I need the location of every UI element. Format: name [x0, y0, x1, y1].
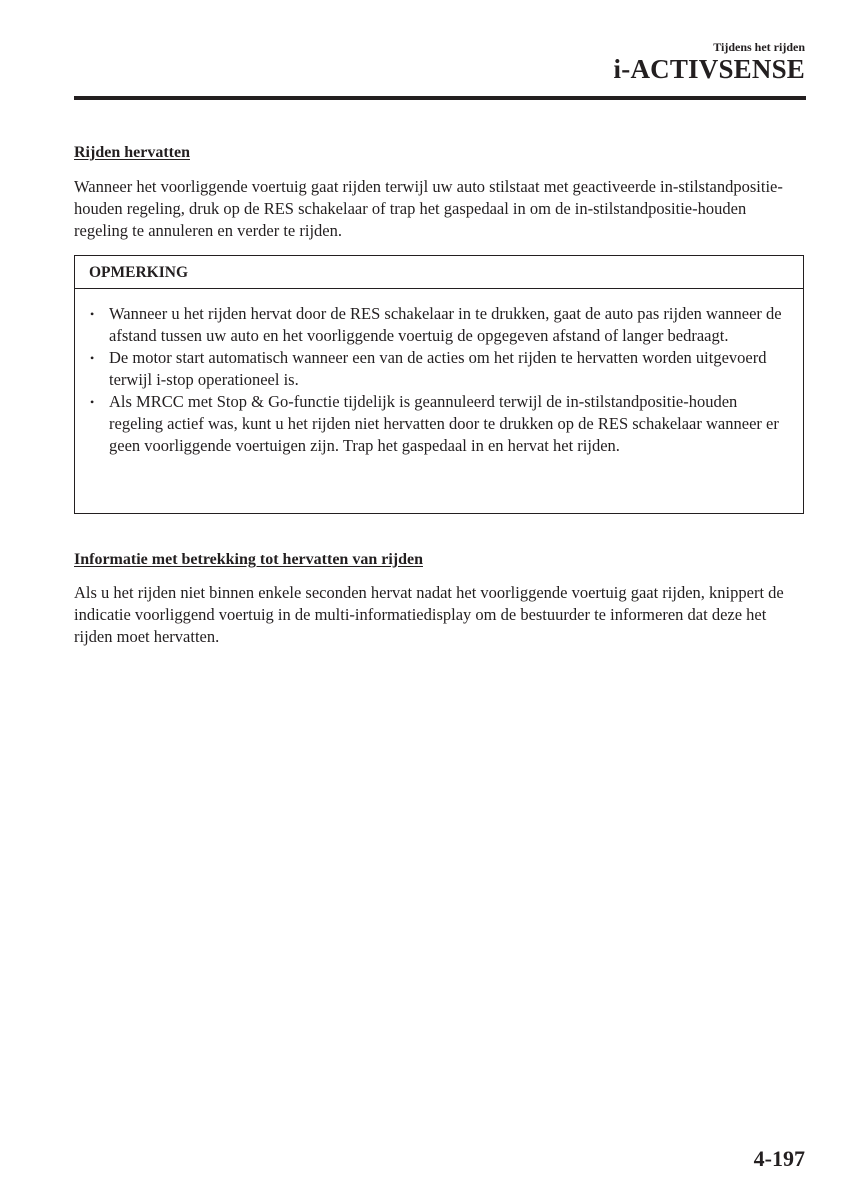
note-list: [75, 289, 803, 457]
section-title-rijden-hervatten: Rijden hervatten: [74, 144, 190, 161]
note-box: [74, 255, 804, 514]
note-item: [90, 303, 791, 347]
section-heading: i-ACTIVSENSE: [613, 54, 805, 84]
note-heading: OPMERKING: [75, 256, 803, 289]
note-item-text: Wanneer u het rijden hervat door de RES schakelaar in te drukken, gaat de auto pas rijden wanneer de afstand tussen uw auto en het voorliggende voertuig de opgegeven afstand of langer bedraagt.: [109, 304, 782, 345]
bullet-icon: •: [90, 351, 95, 365]
header-rule: [74, 96, 806, 100]
page-number: 4-197: [753, 1146, 805, 1171]
section-paragraph-rijden-hervatten: Wanneer het voorliggende voertuig gaat rijden terwijl uw auto stilstaat met geactiveerde in-stilstandpositie-houden regeling, druk op de RES schakelaar of trap het gaspedaal in om de in-stilstandpositie-houden regeling te annuleren en verder te rijden.: [74, 177, 783, 240]
bullet-icon: •: [90, 395, 95, 409]
note-item-text: Als MRCC met Stop & Go-functie tijdelijk is geannuleerd terwijl de in-stilstandpositie-houden regeling actief was, kunt u het rijden niet hervatten door te drukken op de RES schakelaar wanneer er geen voorliggende voertuigen zijn. Trap het gaspedaal in en hervat het rijden.: [109, 392, 779, 455]
section-title-informatie: Informatie met betrekking tot hervatten van rijden: [74, 551, 423, 568]
chapter-label: Tijdens het rijden: [713, 40, 805, 54]
bullet-icon: •: [90, 307, 95, 321]
note-item: [90, 391, 791, 457]
note-item: [90, 347, 791, 391]
page-header: [614, 40, 805, 84]
section-paragraph-informatie: Als u het rijden niet binnen enkele seconden hervat nadat het voorliggende voertuig gaat rijden, knippert de indicatie voorliggend voertuig in de multi-informatiedisplay om de bestuurder te informeren dat deze het rijden moet hervatten.: [74, 583, 784, 646]
note-item-text: De motor start automatisch wanneer een van de acties om het rijden te hervatten worden uitgevoerd terwijl i-stop operationeel is.: [109, 348, 767, 389]
